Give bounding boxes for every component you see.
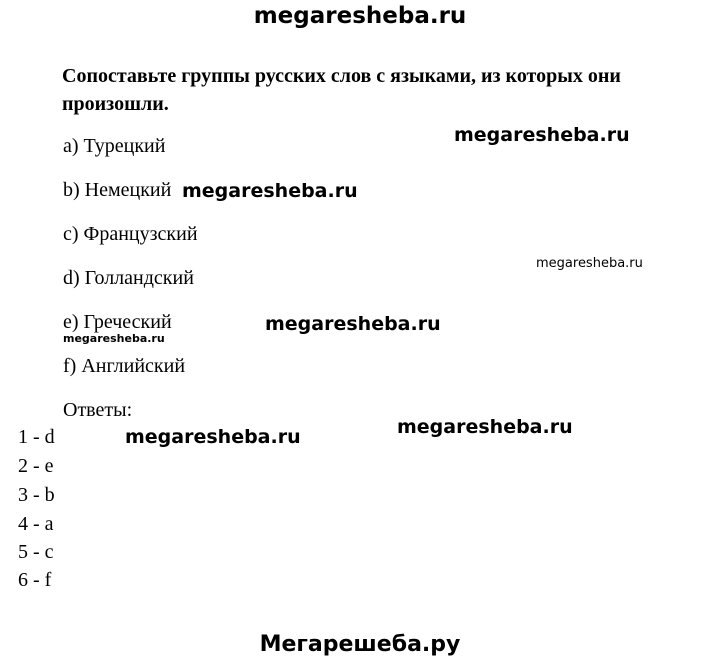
watermark: megaresheba.ru [63,332,165,345]
answer-item: 5 - c [18,541,54,563]
answer-item: 6 - f [18,569,52,591]
answer-item: 1 - d [18,426,55,448]
answers-heading: Ответы: [63,399,133,421]
watermark: megaresheba.ru [182,180,358,202]
option-b: b) Немецкий [63,179,172,201]
site-footer-watermark: Мегарешеба.ру [259,632,461,657]
option-e: e) Греческий [63,311,172,333]
option-c: c) Французский [63,223,198,245]
answer-item: 3 - b [18,484,55,506]
watermark: megaresheba.ru [536,256,643,271]
watermark: megaresheba.ru [397,416,573,438]
watermark: megaresheba.ru [454,124,630,146]
watermark: megaresheba.ru [125,426,301,448]
answer-item: 4 - a [18,513,54,535]
option-d: d) Голландский [63,267,194,289]
option-f: f) Английский [63,355,186,377]
task-instruction: Сопоставьте группы русских слов с языками, из которых они произошли. [62,65,621,115]
option-a: a) Турецкий [63,135,166,157]
site-header-watermark: megaresheba.ru [253,3,467,29]
answer-item: 2 - e [18,455,54,477]
watermark: megaresheba.ru [265,313,441,335]
